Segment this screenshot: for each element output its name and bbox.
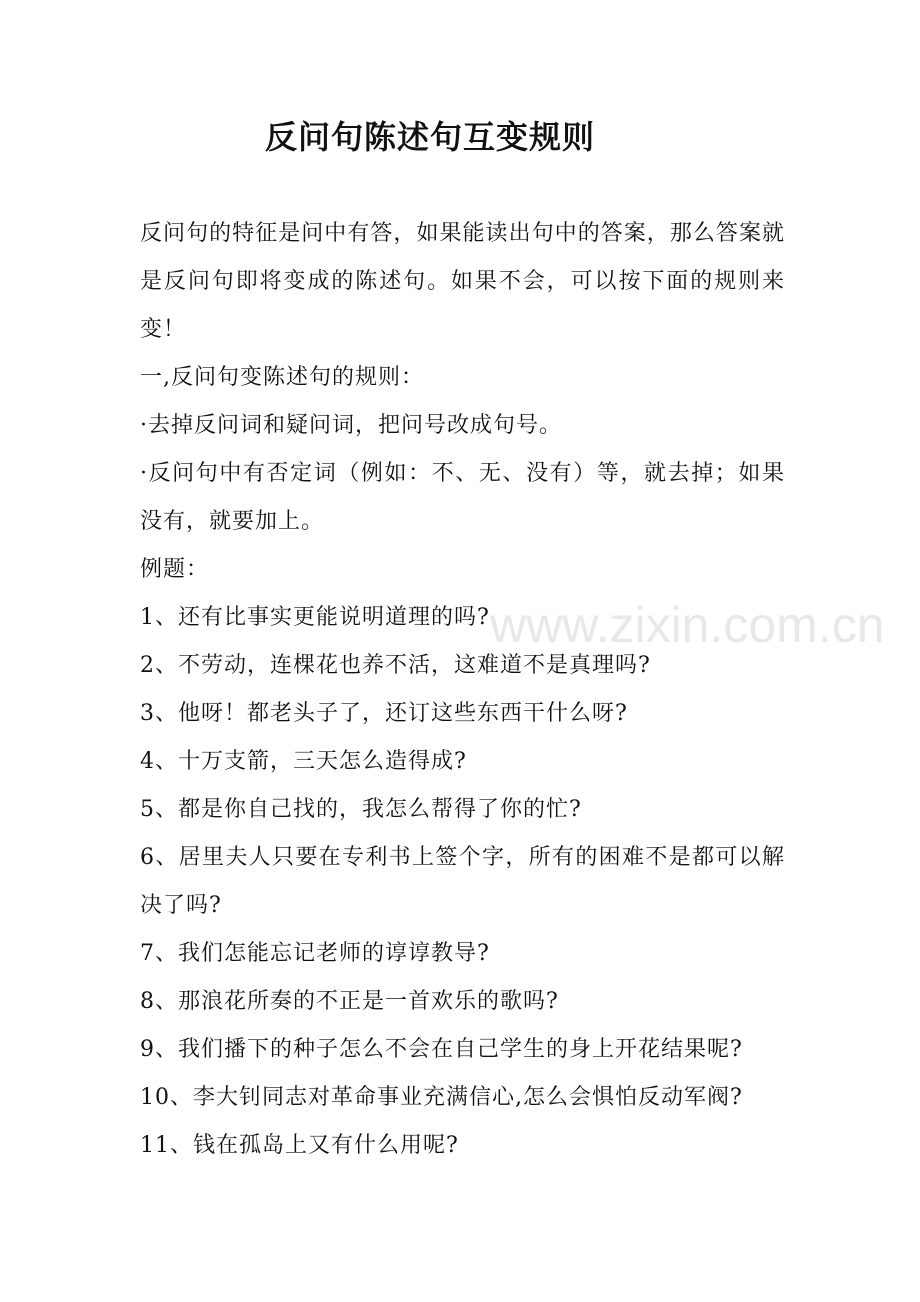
example-item: 2、不劳动，连棵花也养不活，这难道不是真理吗? — [140, 653, 651, 678]
document-body — [140, 210, 885, 1170]
example-item: 9、我们播下的种子怎么不会在自己学生的身上开花结果呢? — [140, 1037, 743, 1062]
example-item: 5、都是你自己找的，我怎么帮得了你的忙? — [140, 797, 582, 822]
example-item: 4、十万支箭，三天怎么造得成? — [140, 749, 467, 774]
rule-item: ·去掉反问词和疑问词，把问号改成句号。 — [140, 413, 562, 438]
document-title: 反问句陈述句互变规则 — [264, 118, 595, 156]
examples-heading: 例题： — [140, 557, 210, 582]
rules-heading: 一,反问句变陈述句的规则： — [140, 365, 424, 390]
example-item: 10、李大钊同志对革命事业充满信心,怎么会惧怕反动军阀? — [140, 1085, 743, 1110]
example-item: 3、他呀！都老头子了，还订这些东西干什么呀? — [140, 701, 628, 726]
watermark-text: www.zixin.com.cn — [490, 597, 885, 653]
example-item: 1、还有比事实更能说明道理的吗? — [140, 605, 490, 630]
rule-item: ·反问句中有否定词（例如：不、无、没有）等，就去掉；如果没有，就要加上。 — [140, 461, 785, 534]
example-item: 6、居里夫人只要在专利书上签个字，所有的困难不是都可以解决了吗? — [140, 845, 785, 918]
intro-paragraph: 反问句的特征是问中有答，如果能读出句中的答案，那么答案就是反问句即将变成的陈述句。如果不会，可以按下面的规则来变！ — [140, 221, 785, 342]
example-item: 8、那浪花所奏的不正是一首欢乐的歌吗? — [140, 989, 559, 1014]
example-item: 7、我们怎能忘记老师的谆谆教导? — [140, 941, 490, 966]
example-item: 11、钱在孤岛上又有什么用呢? — [140, 1133, 459, 1158]
